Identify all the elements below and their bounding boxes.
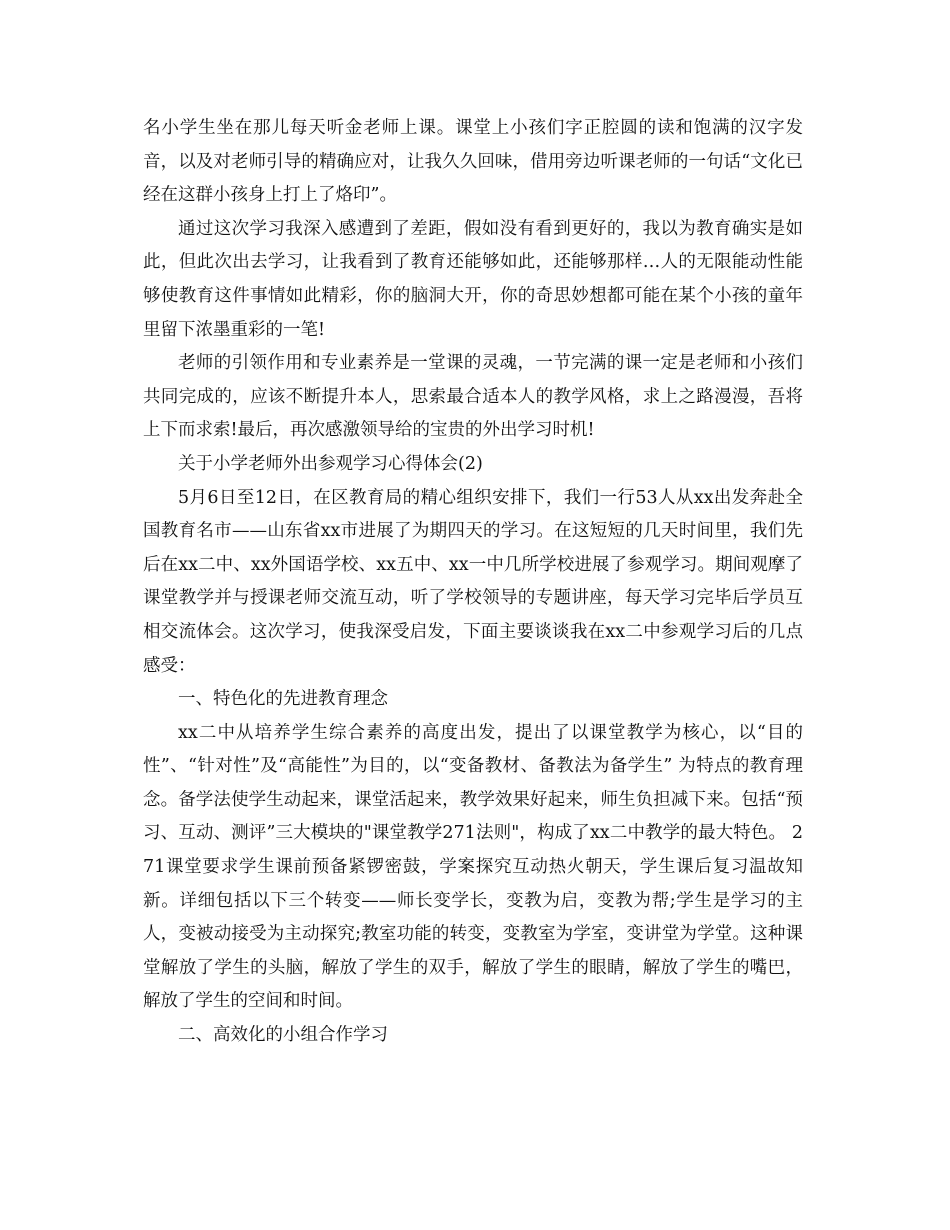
- section-heading-2: 二、高效化的小组合作学习: [178, 1025, 388, 1046]
- paragraph-3: 老师的引领作用和专业素养是一堂课的灵魂，一节完满的课一定是老师和小孩们共同完成的，应该不断提升本人，思索最合适本人的教学风格，求上之路漫漫，吾将上下而求索!最后，再次感激领导给的宝贵的外出学习时机!: [143, 353, 803, 441]
- article-title: 关于小学老师外出参观学习心得体会(2): [178, 453, 483, 474]
- paragraph-1: 名小学生坐在那儿每天听金老师上课。课堂上小孩们字正腔圆的读和饱满的汉字发音，以及对老师引导的精确应对，让我久久回味，借用旁边听课老师的一句话“文化已经在这群小孩身上打上了烙印”。: [143, 118, 803, 206]
- paragraph-4: 5月6日至12日，在区教育局的精心组织安排下，我们一行53人从xx出发奔赴全国教育名市——山东省xx市进展了为期四天的学习。在这短短的几天时间里，我们先后在xx二中、xx外国语学校、xx五中、xx一中几所学校进展了参观学习。期间观摩了课堂教学并与授课老师交流互动，听了学校领导的专题讲座，每天学习完毕后学员互相交流体会。这次学习，使我深受启发，下面主要谈谈我在xx二中参观学习后的几点感受：: [143, 487, 803, 676]
- paragraph-2: 通过这次学习我深入感遭到了差距，假如没有看到更好的，我以为教育确实是如此，但此次出去学习，让我看到了教育还能够如此，还能够那样…人的无限能动性能够使教育这件事情如此精彩，你的脑洞大开，你的奇思妙想都可能在某个小孩的童年里留下浓墨重彩的一笔!: [143, 218, 803, 340]
- document-body: [143, 112, 803, 1053]
- paragraph-5: xx二中从培养学生综合素养的高度出发，提出了以课堂教学为核心，以“目的性”、“针对性”及“高能性”为目的，以“变备教材、备教法为备学生” 为特点的教育理念。备学法使学生动起来，课堂活起来，教学效果好起来，师生负担减下来。包括“预习、互动、测评”三大模块的"课堂教学271法则"，构成了xx二中教学的最大特色。 271课堂要求学生课前预备紧锣密鼓，学案探究互动热火朝天，学生课后复习温故知新。详细包括以下三个转变——师长变学长，变教为启，变教为帮;学生是学习的主人，变被动接受为主动探究;教室功能的转变，变教室为学室，变讲堂为学堂。这种课堂解放了学生的头脑，解放了学生的双手，解放了学生的眼睛，解放了学生的嘴巴，解放了学生的空间和时间。: [143, 722, 803, 1012]
- section-heading-1: 一、特色化的先进教育理念: [178, 689, 388, 710]
